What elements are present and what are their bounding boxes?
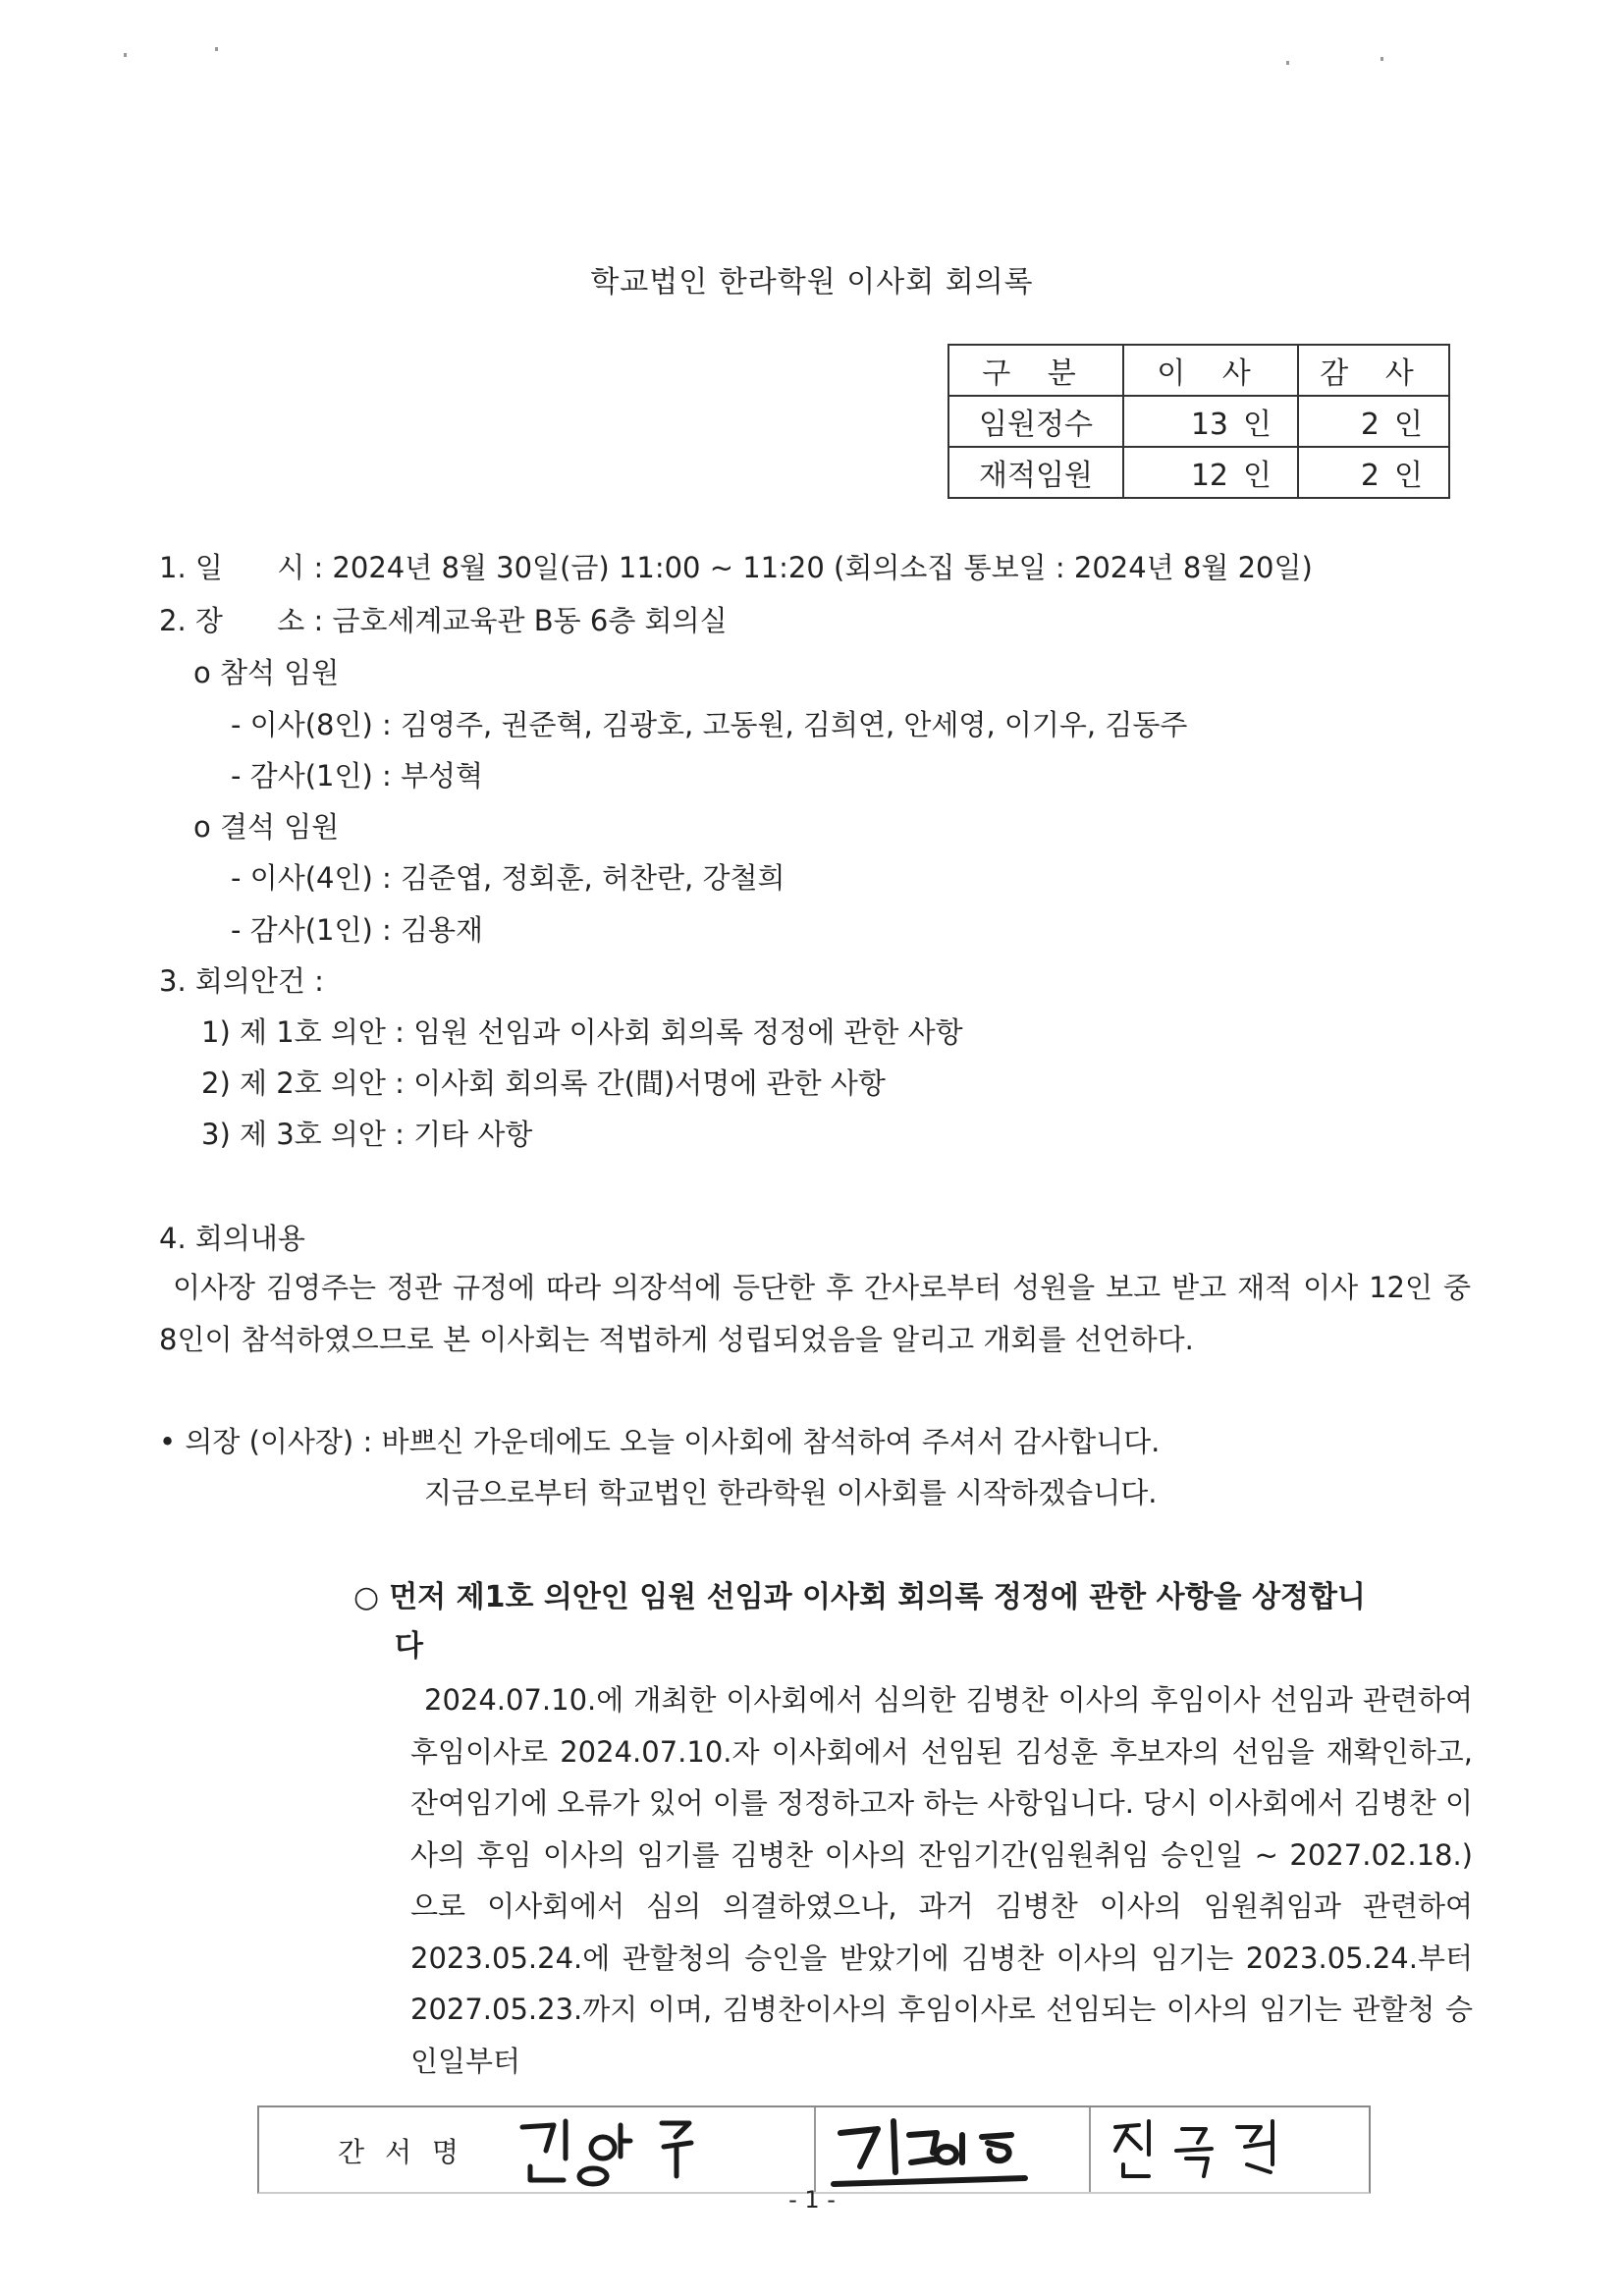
scan-speck bbox=[215, 47, 218, 51]
agenda-item-2: 2) 제 2호 의안 : 이사회 회의록 간(間)서명에 관한 사항 bbox=[201, 1066, 886, 1100]
auditors-cell bbox=[1298, 396, 1449, 447]
directors-cell bbox=[1123, 447, 1298, 498]
auditors-count: 2 bbox=[1360, 408, 1380, 442]
scan-speck bbox=[1286, 61, 1289, 65]
auditors-count: 2 bbox=[1360, 459, 1380, 493]
row-label: 임원정수 bbox=[948, 396, 1123, 447]
absent-auditors: - 감사(1인) : 김용재 bbox=[231, 913, 484, 947]
content-heading: 4. 회의내용 bbox=[159, 1222, 305, 1255]
chair-remark-line-1: • 의장 (이사장) : 바쁘신 가운데에도 오늘 이사회에 참석하여 주셔서 감사합니다. bbox=[159, 1425, 1161, 1458]
directors-cell bbox=[1123, 396, 1298, 447]
auditors-cell bbox=[1298, 447, 1449, 498]
table-header-row bbox=[948, 345, 1449, 396]
signature-box bbox=[257, 2105, 1371, 2194]
meeting-place: 2. 장 소 : 금호세계교육관 B동 6층 회의실 bbox=[159, 604, 728, 637]
header-auditors: 감 사 bbox=[1298, 345, 1449, 396]
count-unit: 인 bbox=[1394, 408, 1423, 442]
agenda-item-3: 3) 제 3호 의안 : 기타 사항 bbox=[201, 1118, 533, 1151]
signature-2 bbox=[834, 2121, 1025, 2184]
signature-1 bbox=[522, 2121, 691, 2184]
scan-speck bbox=[1380, 57, 1383, 61]
present-auditors: - 감사(1인) : 부성혁 bbox=[231, 759, 484, 793]
handwritten-signatures bbox=[259, 2107, 1369, 2192]
meeting-datetime: 1. 일 시 : 2024년 8월 30일(금) 11:00 ~ 11:20 (회의소집 통보일 : 2024년 8월 20일) bbox=[159, 551, 1313, 584]
first-agenda-heading bbox=[353, 1573, 1473, 1671]
table-row bbox=[948, 447, 1449, 498]
absent-heading: o 결석 임원 bbox=[193, 810, 340, 844]
document-title: 학교법인 한라학원 이사회 회의록 bbox=[590, 265, 1034, 300]
first-agenda-heading-text: 먼저 제1호 의안인 임원 선임과 이사회 회의록 정정에 관한 사항을 상정합니 bbox=[389, 1580, 1366, 1614]
scan-speck bbox=[124, 53, 127, 57]
row-label: 재적임원 bbox=[948, 447, 1123, 498]
directors-count: 13 bbox=[1190, 408, 1228, 442]
count-unit: 인 bbox=[1243, 459, 1272, 493]
circle-bullet-icon: ○ bbox=[353, 1580, 380, 1614]
signature-3 bbox=[1115, 2121, 1272, 2176]
header-category: 구 분 bbox=[948, 345, 1123, 396]
signature-label: 간 서 명 bbox=[338, 2136, 464, 2168]
count-unit: 인 bbox=[1394, 459, 1423, 493]
table-row bbox=[948, 396, 1449, 447]
agenda-heading: 3. 회의안건 : bbox=[159, 964, 324, 998]
agenda-item-1: 1) 제 1호 의안 : 임원 선임과 이사회 회의록 정정에 관한 사항 bbox=[201, 1015, 963, 1049]
count-unit: 인 bbox=[1243, 408, 1272, 442]
header-directors: 이 사 bbox=[1123, 345, 1298, 396]
absent-directors: - 이사(4인) : 김준엽, 정회훈, 허찬란, 강철희 bbox=[231, 861, 785, 895]
chair-remark-line-2: 지금으로부터 학교법인 한라학원 이사회를 시작하겠습니다. bbox=[424, 1476, 1158, 1509]
page-number: - 1 - bbox=[788, 2186, 836, 2214]
first-agenda-heading-cont: 다 bbox=[395, 1629, 423, 1664]
first-agenda-body: 2024.07.10.에 개최한 이사회에서 심의한 김병찬 이사의 후임이사 선임과 관련하여 후임이사로 2024.07.10.자 이사회에서 선임된 김성훈 후보자의 선임을 재확인하고, 잔여임기에 오류가 있어 이를 정정하고자 하는 사항입니다. 당시 이사회에서 김병찬 이사의 후임 이사의 임기를 김병찬 이사의 잔임기간(임원취임 승인일 ~ 2027.02.18.)으로 이사회에서 심의 의결하였으나, 과거 김병찬 이사의 임원취임과 관련하여 2023.05.24.에 관할청의 승인을 받았기에 김병찬 이사의 임기는 2023.05.24.부터 2027.05.23.까지 이며, 김병찬이사의 후임이사로 선임되는 이사의 임기는 관할청 승인일부터 bbox=[410, 1683, 1473, 2078]
membership-summary-table bbox=[947, 344, 1450, 499]
directors-count: 12 bbox=[1190, 459, 1228, 493]
present-heading: o 참석 임원 bbox=[193, 656, 340, 689]
opening-paragraph: 이사장 김영주는 정관 규정에 따라 의장석에 등단한 후 간사로부터 성원을 보고 받고 재적 이사 12인 중 8인이 참석하였으므로 본 이사회는 적법하게 성립되었음을 알리고 개회를 선언하다. bbox=[159, 1271, 1471, 1356]
present-directors: - 이사(8인) : 김영주, 권준혁, 김광호, 고동원, 김희연, 안세영, 이기우, 김동주 bbox=[231, 708, 1188, 741]
